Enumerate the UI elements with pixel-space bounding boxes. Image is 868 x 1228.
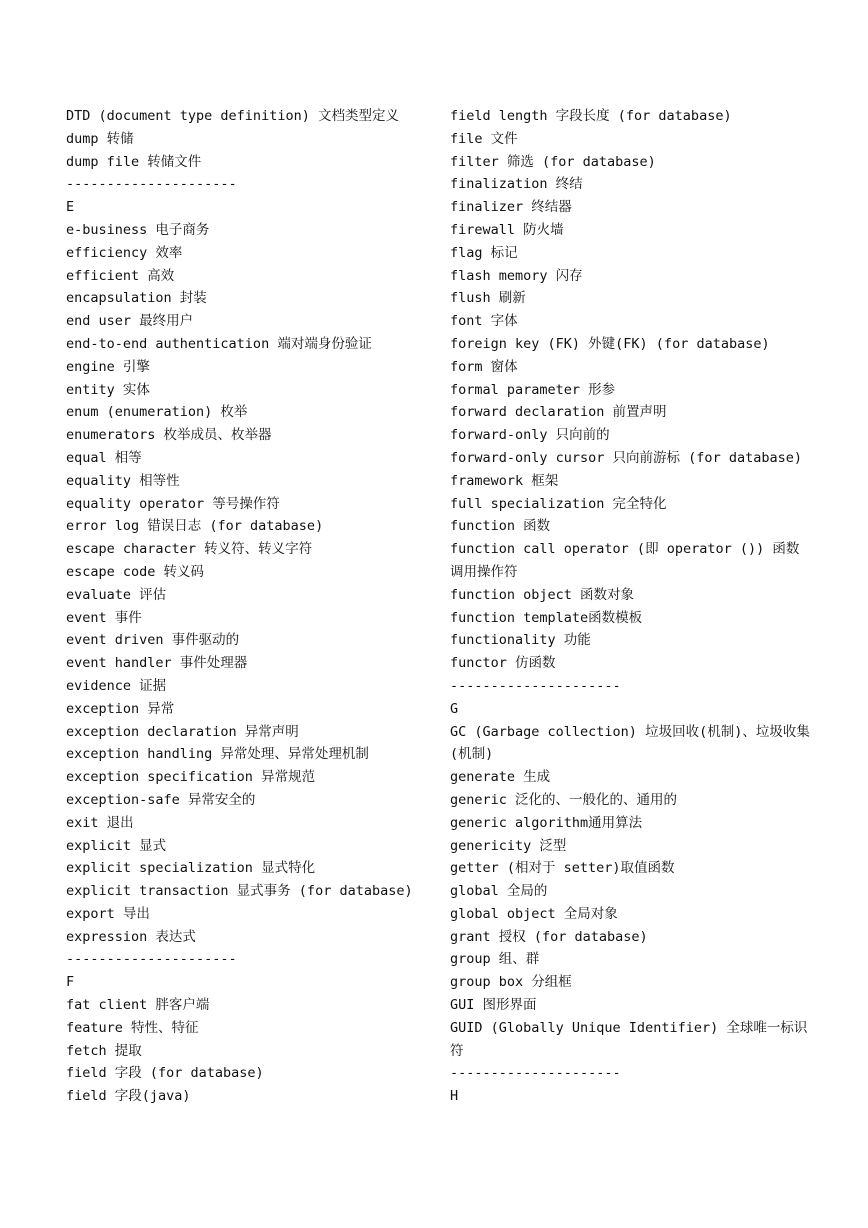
glossary-entry: formal parameter 形参 [450, 381, 616, 398]
section-divider: --------------------- [66, 176, 237, 193]
glossary-entry: dump 转储 [66, 130, 134, 147]
glossary-entry: event handler 事件处理器 [66, 655, 248, 672]
section-divider: --------------------- [450, 677, 621, 694]
section-divider: --------------------- [66, 951, 237, 968]
glossary-entry: exception 异常 [66, 700, 175, 717]
glossary-entry: end user 最终用户 [66, 313, 194, 330]
glossary-entry: entity 实体 [66, 381, 150, 398]
glossary-entry: efficiency 效率 [66, 244, 183, 261]
glossary-entry: function template函数模板 [450, 609, 643, 626]
glossary-entry: font 字体 [450, 313, 518, 330]
glossary-entry: forward-only cursor 只向前游标 (for database) [450, 449, 802, 466]
glossary-entry: equal 相等 [66, 449, 142, 466]
glossary-entry: full specialization 完全特化 [450, 495, 667, 512]
glossary-entry: generate 生成 [450, 769, 551, 786]
section-letter: E [66, 199, 75, 216]
glossary-entry: file 文件 [450, 130, 518, 147]
section-letter: H [450, 1088, 459, 1105]
glossary-entry: finalization 终结 [450, 176, 583, 193]
right-column [450, 105, 810, 1108]
glossary-entry: genericity 泛型 [450, 837, 567, 854]
glossary-entry: escape character 转义符、转义字符 [66, 541, 313, 558]
glossary-entry: finalizer 终结器 [450, 199, 572, 216]
glossary-entry: global object 全局对象 [450, 905, 618, 922]
glossary-entry: explicit transaction 显式事务 (for database) [66, 883, 413, 900]
section-divider: --------------------- [450, 1065, 621, 1082]
glossary-entry: flash memory 闪存 [450, 267, 583, 284]
glossary-entry: enumerators 枚举成员、枚举器 [66, 427, 272, 444]
glossary-entry: generic algorithm通用算法 [450, 814, 643, 831]
glossary-entry: field 字段(java) [66, 1088, 191, 1105]
glossary-entry: exception specification 异常规范 [66, 769, 316, 786]
glossary-entry: enum (enumeration) 枚举 [66, 404, 248, 421]
glossary-entry: functor 仿函数 [450, 655, 556, 672]
glossary-entry: feature 特性、特征 [66, 1019, 199, 1036]
glossary-entry: foreign key (FK) 外键(FK) (for database) [450, 335, 770, 352]
glossary-entry: function 函数 [450, 518, 551, 535]
glossary-entry: firewall 防火墙 [450, 221, 564, 238]
glossary-entry: explicit specialization 显式特化 [66, 860, 316, 877]
glossary-entry: error log 错误日志 (for database) [66, 518, 324, 535]
section-letter: F [66, 974, 75, 991]
glossary-entry: DTD (document type definition) 文档类型定义 [66, 108, 399, 124]
glossary-entry: exception declaration 异常声明 [66, 723, 299, 740]
glossary-entry: engine 引擎 [66, 358, 150, 375]
glossary-entry: explicit 显式 [66, 837, 167, 854]
glossary-entry: field length 字段长度 (for database) [450, 108, 732, 124]
glossary-entry: function call operator (即 operator ()) 函数调用操作符 [450, 541, 800, 580]
glossary-entry: forward-only 只向前的 [450, 427, 610, 444]
glossary-entry: functionality 功能 [450, 632, 591, 649]
glossary-entry: getter (相对于 setter)取值函数 [450, 860, 675, 877]
glossary-entry: group box 分组框 [450, 974, 572, 991]
glossary-entry: e-business 电子商务 [66, 221, 210, 238]
glossary-entry: fetch 提取 [66, 1042, 142, 1059]
glossary-entry: equality 相等性 [66, 472, 180, 489]
glossary-entry: expression 表达式 [66, 928, 196, 945]
glossary-entry: global 全局的 [450, 883, 548, 900]
glossary-entry: end-to-end authentication 端对端身份验证 [66, 335, 372, 352]
glossary-entry: GC (Garbage collection) 垃圾回收(机制)、垃圾收集(机制) [450, 723, 810, 763]
glossary-entry: event driven 事件驱动的 [66, 632, 240, 649]
glossary-entry: function object 函数对象 [450, 586, 635, 603]
glossary-entry: GUI 图形界面 [450, 997, 537, 1014]
glossary-entry: equality operator 等号操作符 [66, 495, 280, 512]
glossary-entry: event 事件 [66, 609, 142, 626]
glossary-entry: flag 标记 [450, 244, 518, 261]
glossary-entry: flush 刷新 [450, 290, 526, 307]
glossary-entry: group 组、群 [450, 951, 540, 968]
glossary-entry: efficient 高效 [66, 267, 175, 284]
glossary-entry: evaluate 评估 [66, 586, 167, 603]
glossary-entry: encapsulation 封装 [66, 290, 207, 307]
glossary-entry: fat client 胖客户端 [66, 997, 210, 1014]
glossary-entry: GUID (Globally Unique Identifier) 全球唯一标识符 [450, 1019, 808, 1059]
glossary-entry: forward declaration 前置声明 [450, 404, 667, 421]
glossary-entry: generic 泛化的、一般化的、通用的 [450, 791, 678, 808]
glossary-entry: field 字段 (for database) [66, 1065, 264, 1082]
glossary-entry: filter 筛选 (for database) [450, 153, 656, 170]
glossary-entry: export 导出 [66, 905, 150, 922]
glossary-entry: grant 授权 (for database) [450, 928, 648, 945]
glossary-entry: exit 退出 [66, 814, 134, 831]
glossary-entry: framework 框架 [450, 472, 559, 489]
glossary-entry: exception handling 异常处理、异常处理机制 [66, 746, 369, 763]
section-letter: G [450, 700, 459, 717]
glossary-entry: escape code 转义码 [66, 563, 205, 580]
glossary-entry: dump file 转储文件 [66, 153, 202, 170]
glossary-entry: exception-safe 异常安全的 [66, 791, 256, 808]
left-column [66, 105, 436, 1108]
glossary-entry: form 窗体 [450, 358, 518, 375]
glossary-entry: evidence 证据 [66, 677, 167, 694]
